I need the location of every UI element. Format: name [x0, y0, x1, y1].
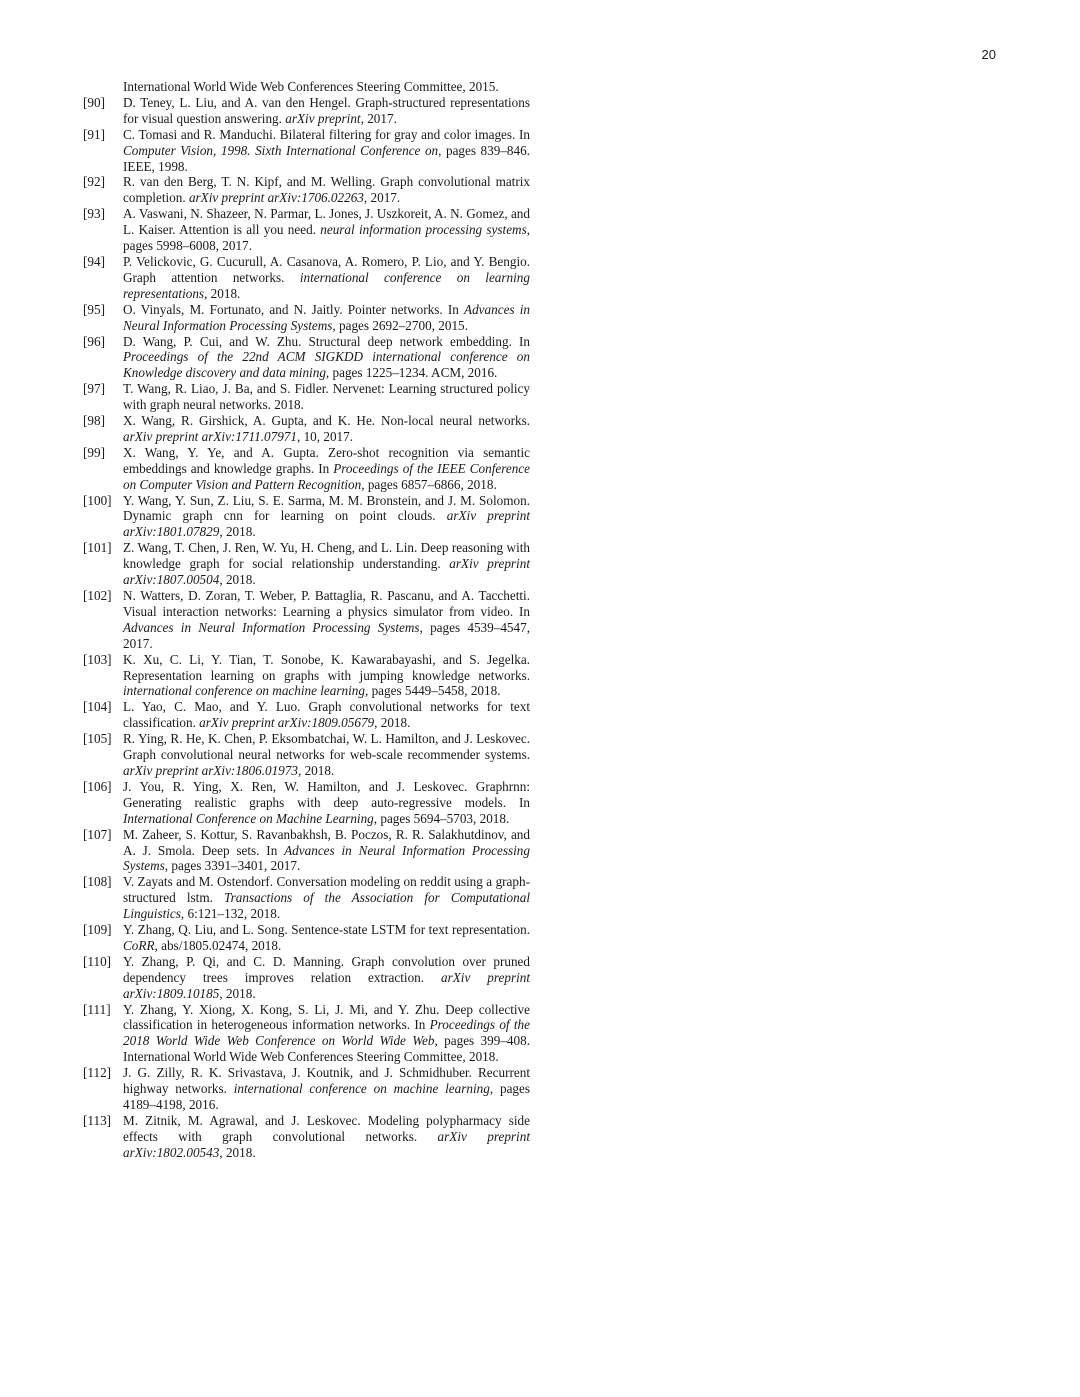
- reference-text: [123, 1113, 530, 1161]
- reference-number: [106]: [83, 778, 112, 794]
- reference-number: [102]: [83, 588, 112, 603]
- reference-text: [123, 540, 530, 588]
- reference-entry: [80, 302, 530, 334]
- reference-entry: [80, 334, 530, 382]
- reference-segment: Y. Zhang, Y. Xiong, X. Kong, S. Li, J. Mi, and Y. Zhu. Deep collective classification in heterogeneous information networks. In: [123, 1001, 530, 1033]
- reference-text: [123, 79, 530, 95]
- reference-entry: [80, 874, 530, 922]
- reference-venue: international conference on machine learning: [123, 683, 365, 699]
- reference-number: [93]: [83, 206, 105, 222]
- reference-segment: , pages 4539–4547, 2017.: [123, 619, 530, 651]
- reference-segment: P. Velickovic, G. Cucurull, A. Casanova, A. Romero, P. Lio, and Y. Bengio. Graph attention networks.: [123, 253, 530, 285]
- reference-venue: arXiv preprint arXiv:1801.07829: [123, 508, 531, 540]
- reference-segment: M. Zaheer, S. Kottur, S. Ravanbakhsh, B. Poczos, R. R. Salakhutdinov, and A. J. Smola. Deep sets. In: [123, 826, 530, 858]
- reference-segment: , 2018.: [219, 985, 256, 1001]
- reference-venue: arXiv preprint arXiv:1809.10185: [123, 969, 531, 1001]
- reference-number: [95]: [83, 301, 105, 317]
- reference-text: [123, 445, 530, 493]
- reference-entry: [80, 954, 530, 1002]
- reference-segment: , pages 5449–5458, 2018.: [364, 683, 501, 699]
- reference-number: [104]: [83, 699, 112, 715]
- reference-number: [92]: [83, 174, 105, 190]
- reference-segment: R. Ying, R. He, K. Chen, P. Eksombatchai, W. L. Hamilton, and J. Leskovec. Graph convolutional neural networks for web-scale recommender systems.: [123, 731, 530, 763]
- reference-entry: [80, 445, 530, 493]
- reference-segment: Y. Wang, Y. Sun, Z. Liu, S. E. Sarma, M. M. Bronstein, and J. M. Solomon. Dynamic graph cnn for learning on point clouds.: [123, 492, 530, 524]
- reference-segment: X. Wang, R. Girshick, A. Gupta, and K. He. Non-local neural networks.: [123, 413, 530, 429]
- reference-segment: V. Zayats and M. Ostendorf. Conversation modeling on reddit using a graph-structured lstm.: [123, 874, 530, 906]
- reference-venue: arXiv preprint arXiv:1706.02263: [188, 190, 364, 206]
- reference-segment: , 2017.: [363, 190, 401, 206]
- reference-venue: Advances in Neural Information Processing Systems: [123, 301, 530, 333]
- reference-entry: [80, 174, 530, 206]
- reference-text: [123, 954, 530, 1002]
- page-number: 20: [981, 47, 996, 62]
- reference-text: [123, 254, 530, 302]
- reference-segment: D. Teney, L. Liu, and A. van den Hengel. Graph-structured representations for visual question answering.: [123, 94, 530, 126]
- reference-segment: , pages 839–846. IEEE, 1998.: [123, 142, 530, 174]
- reference-segment: , 10, 2017.: [296, 428, 354, 444]
- reference-segment: Y. Zhang, Q. Liu, and L. Song. Sentence-state LSTM for text representation.: [123, 922, 530, 938]
- reference-list: [80, 79, 530, 1161]
- reference-entry: [80, 493, 530, 541]
- reference-segment: , 2018.: [374, 715, 411, 731]
- reference-text: [123, 874, 530, 922]
- reference-segment: , pages 3391–3401, 2017.: [164, 858, 301, 874]
- reference-segment: N. Watters, D. Zoran, T. Weber, P. Battaglia, R. Pascanu, and A. Tacchetti. Visual interaction networks: Learning a physics simulator from video. In: [123, 588, 530, 619]
- reference-number: [99]: [83, 444, 105, 460]
- reference-segment: International World Wide Web Conferences Steering Committee, 2015.: [123, 79, 499, 94]
- reference-text: [123, 588, 530, 652]
- reference-segment: , 2017.: [360, 110, 397, 126]
- reference-entry: [80, 1002, 530, 1066]
- reference-text: [123, 779, 530, 827]
- reference-segment: , 2018.: [297, 762, 335, 778]
- reference-venue: International Conference on Machine Learning: [123, 810, 374, 826]
- reference-text: [123, 174, 530, 206]
- reference-entry: [80, 827, 530, 875]
- reference-venue: arXiv preprint arXiv:1711.07971: [123, 428, 297, 444]
- reference-text: [123, 381, 530, 413]
- reference-number: [105]: [83, 731, 112, 747]
- reference-venue: international conference on machine learning: [233, 1081, 490, 1097]
- reference-venue: Advances in Neural Information Processing Systems: [123, 619, 420, 635]
- reference-segment: , pages 2692–2700, 2015.: [332, 317, 468, 333]
- reference-text: [123, 731, 530, 779]
- reference-text: [123, 302, 530, 334]
- reference-number: [98]: [83, 413, 105, 429]
- reference-text: [123, 206, 530, 254]
- reference-number: [108]: [83, 874, 112, 890]
- reference-entry: [80, 381, 530, 413]
- reference-entry: [80, 699, 530, 731]
- reference-text: [123, 413, 530, 445]
- reference-entry: [80, 1065, 530, 1113]
- reference-segment: , 6:121–132, 2018.: [180, 906, 281, 922]
- reference-entry: [80, 588, 530, 652]
- reference-venue: arXiv preprint arXiv:1807.00504: [123, 556, 530, 588]
- reference-venue: Proceedings of the IEEE Conference on Computer Vision and Pattern Recognition: [123, 460, 531, 492]
- reference-venue: international conference on learning representations: [123, 269, 530, 301]
- reference-segment: C. Tomasi and R. Manduchi. Bilateral filtering for gray and color images. In: [123, 126, 530, 142]
- reference-entry: [80, 95, 530, 127]
- reference-number: [110]: [83, 953, 112, 969]
- reference-segment: , pages 399–408. International World Wide Web Conferences Steering Committee, 2018.: [123, 1033, 530, 1065]
- reference-number: [90]: [83, 94, 105, 110]
- reference-venue: arXiv preprint: [285, 110, 361, 126]
- reference-venue: CoRR: [123, 937, 155, 953]
- reference-segment: , pages 4189–4198, 2016.: [123, 1081, 530, 1112]
- reference-segment: , 2018.: [204, 285, 241, 301]
- reference-segment: , 2018.: [219, 524, 256, 540]
- reference-entry: [80, 540, 530, 588]
- reference-text: [123, 699, 530, 731]
- reference-segment: , 2018.: [219, 1144, 256, 1160]
- reference-entry: [80, 652, 530, 700]
- reference-venue: Advances in Neural Information Processing Systems: [123, 842, 530, 874]
- reference-segment: , pages 5694–5703, 2018.: [373, 810, 510, 826]
- reference-number: [96]: [83, 333, 105, 349]
- reference-text: [123, 652, 530, 700]
- reference-number: [107]: [83, 826, 112, 842]
- reference-number: [109]: [83, 922, 112, 938]
- reference-number: [113]: [83, 1112, 112, 1128]
- reference-venue: Computer Vision, 1998. Sixth International Conference on: [123, 142, 439, 158]
- reference-text: [123, 334, 530, 382]
- reference-entry: [80, 413, 530, 445]
- reference-segment: X. Wang, Y. Ye, and A. Gupta. Zero-shot recognition via semantic embeddings and knowledge graphs. In: [123, 444, 530, 476]
- reference-venue: Transactions of the Association for Computational Linguistics: [123, 890, 531, 922]
- reference-venue: neural information processing systems: [320, 222, 527, 238]
- reference-segment: , pages 1225–1234. ACM, 2016.: [325, 365, 498, 381]
- reference-text: [123, 127, 530, 175]
- reference-entry: [80, 206, 530, 254]
- reference-text: [123, 1065, 530, 1113]
- reference-segment: J. You, R. Ying, X. Ren, W. Hamilton, and J. Leskovec. Graphrnn: Generating realistic graphs with deep auto-regressive models. In: [123, 778, 530, 810]
- reference-segment: Y. Zhang, P. Qi, and C. D. Manning. Graph convolution over pruned dependency trees improves relation extraction.: [123, 953, 530, 985]
- reference-segment: K. Xu, C. Li, Y. Tian, T. Sonobe, K. Kawarabayashi, and S. Jegelka. Representation learning on graphs with jumping knowledge networks.: [123, 651, 530, 683]
- reference-entry: [80, 1113, 530, 1161]
- reference-entry: [80, 779, 530, 827]
- reference-venue: arXiv preprint arXiv:1802.00543: [123, 1128, 530, 1160]
- reference-text: [123, 95, 530, 127]
- reference-number: [91]: [83, 126, 105, 142]
- reference-venue: Proceedings of the 22nd ACM SIGKDD international conference on Knowledge discovery and data mining: [123, 349, 530, 381]
- reference-segment: , 2018.: [219, 572, 256, 588]
- reference-entry: [80, 731, 530, 779]
- reference-text: [123, 1002, 530, 1066]
- reference-text: [123, 493, 530, 541]
- reference-segment: O. Vinyals, M. Fortunato, and N. Jaitly. Pointer networks. In: [123, 301, 465, 317]
- reference-entry: [80, 254, 530, 302]
- reference-venue: arXiv preprint arXiv:1809.05679: [199, 715, 375, 731]
- reference-number: [94]: [83, 253, 105, 269]
- reference-segment: Z. Wang, T. Chen, J. Ren, W. Yu, H. Cheng, and L. Lin. Deep reasoning with knowledge graph for social relationship understanding.: [123, 540, 530, 572]
- reference-segment: , pages 6857–6866, 2018.: [361, 476, 497, 492]
- reference-number: [103]: [83, 651, 112, 667]
- reference-text: [123, 827, 530, 875]
- reference-segment: , abs/1805.02474, 2018.: [154, 937, 282, 953]
- reference-venue: arXiv preprint arXiv:1806.01973: [123, 762, 298, 778]
- reference-number: [97]: [83, 381, 105, 397]
- reference-segment: R. van den Berg, T. N. Kipf, and M. Welling. Graph convolutional matrix completion.: [123, 174, 530, 206]
- reference-segment: A. Vaswani, N. Shazeer, N. Parmar, L. Jones, J. Uszkoreit, A. N. Gomez, and L. Kaiser. Attention is all you need.: [123, 206, 530, 238]
- reference-number: [100]: [83, 492, 112, 508]
- reference-entry: [80, 922, 530, 954]
- reference-number: [101]: [83, 540, 112, 556]
- reference-segment: J. G. Zilly, R. K. Srivastava, J. Koutnik, and J. Schmidhuber. Recurrent highway networks.: [123, 1065, 530, 1097]
- reference-segment: D. Wang, P. Cui, and W. Zhu. Structural deep network embedding. In: [123, 333, 530, 349]
- reference-text: [123, 922, 530, 954]
- reference-segment: M. Zitnik, M. Agrawal, and J. Leskovec. Modeling polypharmacy side effects with graph convolutional networks.: [123, 1112, 530, 1144]
- reference-segment: T. Wang, R. Liao, J. Ba, and S. Fidler. Nervenet: Learning structured policy with graph neural networks. 2018.: [123, 381, 530, 413]
- reference-segment: L. Yao, C. Mao, and Y. Luo. Graph convolutional networks for text classification.: [123, 699, 530, 731]
- reference-venue: Proceedings of the 2018 World Wide Web Conference on World Wide Web: [123, 1017, 530, 1049]
- reference-entry: [80, 127, 530, 175]
- reference-number: [111]: [83, 1001, 111, 1017]
- reference-segment: , pages 5998–6008, 2017.: [123, 222, 531, 254]
- reference-entry: [80, 79, 530, 95]
- reference-number: [112]: [83, 1065, 112, 1081]
